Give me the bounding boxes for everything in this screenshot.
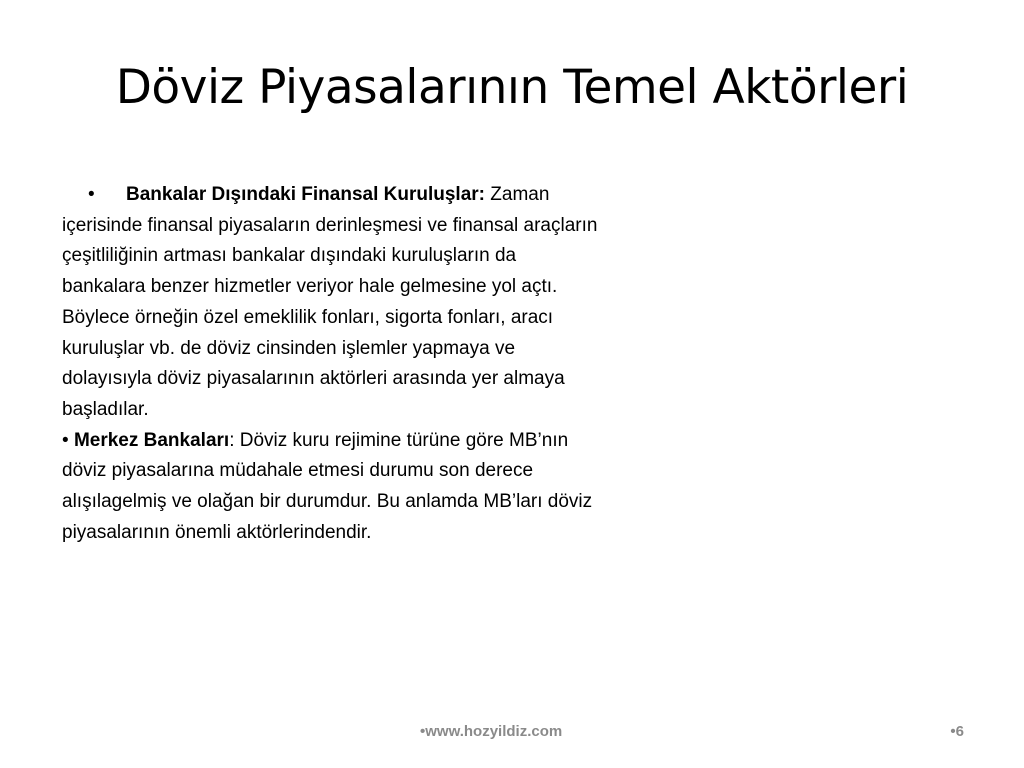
paragraph-non-bank-institutions — [62, 180, 602, 426]
bullet-marker: • — [62, 429, 74, 451]
footer-website: •www.hozyildiz.com — [420, 723, 563, 740]
slide-body — [62, 180, 602, 548]
paragraph-text: Zaman içerisinde finansal piyasaların derinleşmesi ve finansal araçların çeşitliliğinin artması bankalar dışındaki kuruluşların da bankalara benzer hizmetler veriyor hale gelmesine yol açtı. Böylece örneğin özel emeklilik fonları, sigorta fonları, aracı kuruluşlar vb. de döviz cinsinden işlemler yapmaya ve dolayısıyla döviz piyasalarının aktörleri arasında yer almaya başladılar. — [62, 184, 598, 420]
bullet-marker: • — [88, 184, 95, 205]
slide-title: Döviz Piyasalarının Temel Aktörleri — [115, 60, 909, 115]
footer-page-number: •6 — [950, 723, 964, 740]
paragraph-central-banks — [62, 426, 602, 549]
paragraph-text: : Döviz kuru rejimine türüne göre MB’nın döviz piyasalarına müdahale etmesi durumu son derece alışılagelmiş ve olağan bir durumdur. Bu anlamda MB’ları döviz piyasalarının önemli aktörlerindendir. — [62, 429, 593, 543]
paragraph-heading: Bankalar Dışındaki Finansal Kuruluşlar: — [126, 184, 485, 205]
paragraph-heading: Merkez Bankaları — [73, 429, 230, 451]
